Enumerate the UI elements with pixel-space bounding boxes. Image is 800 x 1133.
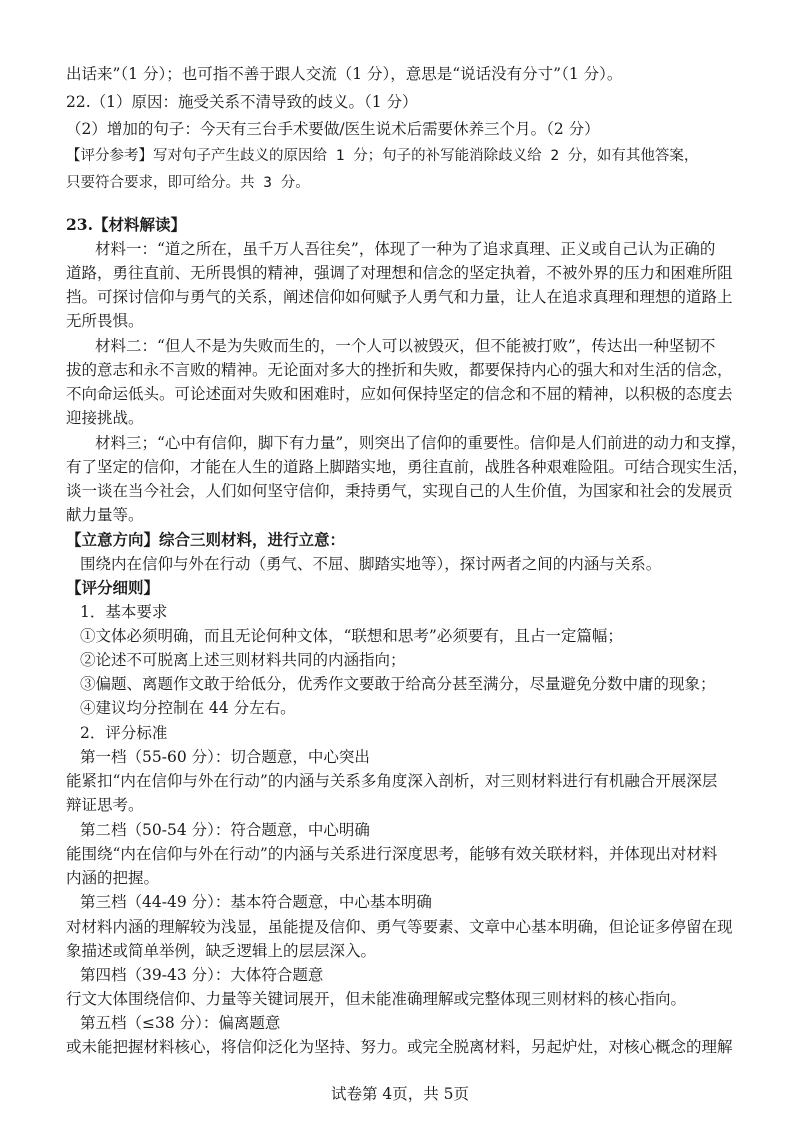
section-heading: 【立意方向】综合三则材料，进行立意：	[66, 530, 346, 549]
text-line: 象描述或简单举例，缺乏逻辑上的层层深入。	[66, 942, 377, 960]
text-line: 迎接挑战。	[66, 409, 144, 427]
text-line: 对材料内涵的理解较为浅显，虽能提及信仰、勇气等要素、文章中心基本明确，但论证多停留在现	[66, 918, 733, 936]
text-line: （2）增加的句子：今天有三台手术要做/医生说术后需要休养三个月。（2 分）	[66, 120, 600, 138]
grade-heading: 第三档（44-49 分）：基本符合题意，中心基本明确	[80, 893, 432, 911]
grade-heading: 第一档（55-60 分）：切合题意，中心突出	[80, 748, 370, 766]
text-line: 内涵的把握。	[66, 869, 160, 887]
text-line: 围绕内在信仰与外在行动（勇气、不屈、脚踏实地等），探讨两者之间的内涵与关系。	[80, 555, 662, 573]
text-line: 2．评分标准	[80, 724, 168, 742]
list-item: ②论述不可脱离上述三则材料共同的内涵指向；	[80, 651, 406, 669]
text-line: 拔的意志和永不言败的精神。无论面对多大的挫折和失败，都要保持内心的强大和对生活的信念，	[66, 361, 733, 379]
text-line: 能围绕“内在信仰与外在行动”的内涵与关系进行深度思考，能够有效关联材料，并体现出对材料	[66, 845, 718, 863]
text-line: 辩证思考。	[66, 796, 144, 814]
text-line: 22.（1）原因：施受关系不清导致的歧义。（1 分）	[66, 93, 418, 111]
section-heading: 【评分细则】	[66, 578, 160, 597]
grade-heading: 第二档（50-54 分）：符合题意，中心明确	[80, 821, 370, 839]
text-line: 材料二：“但人不是为失败而生的，一个人可以被毁灭，但不能被打败”，传达出一种坚韧不	[95, 337, 716, 355]
text-line: 出话来”（1 分）；也可指不善于跟人交流（1 分），意思是“说话没有分寸”（1 分）。	[66, 65, 623, 83]
text-line: 挡。可探讨信仰与勇气的关系，阐述信仰如何赋予人勇气和力量，让人在追求真理和理想的道路上	[66, 288, 733, 306]
grade-heading: 第五档（≤38 分）：偏离题意	[80, 1014, 281, 1032]
text-line: 材料一：“道之所在，虽千万人吾往矣”，体现了一种为了追求真理、正义或自己认为正确的	[95, 240, 716, 258]
text-line: 献力量等。	[66, 506, 144, 524]
text-line: 能紧扣“内在信仰与外在行动”的内涵与关系多角度深入剖析，对三则材料进行有机融合开展深层	[66, 772, 718, 790]
text-line: 道路，勇往直前、无所畏惧的精神，强调了对理想和信念的坚定执着，不被外界的压力和困难所阻	[66, 264, 733, 282]
text-line: 或未能把握材料核心，将信仰泛化为坚持、努力。或完全脱离材料，另起炉灶，对核心概念的理解	[66, 1038, 733, 1056]
list-item: ①文体必须明确，而且无论何种文体，“联想和思考”必须要有，且占一定篇幅；	[80, 627, 623, 645]
text-line: 无所畏惧。	[66, 312, 144, 330]
text-line: 行文大体围绕信仰、力量等关键词展开，但未能准确理解或完整体现三则材料的核心指向。	[66, 990, 687, 1008]
text-line: 有了坚定的信仰，才能在人生的道路上脚踏实地，勇往直前，战胜各种艰难险阻。可结合现实生活，	[66, 458, 749, 476]
list-item: ④建议均分控制在 44 分左右。	[80, 699, 296, 717]
text-line: 材料三；“心中有信仰，脚下有力量”，则突出了信仰的重要性。信仰是人们前进的动力和支撑，	[95, 434, 747, 452]
scoring-note: 【评分参考】写对句子产生歧义的原因给 1 分；句子的补写能消除歧义给 2 分，如有其他答案，	[66, 148, 699, 164]
text-line: 1．基本要求	[80, 603, 168, 621]
scoring-note: 只要符合要求，即可给分。共 3 分。	[66, 175, 310, 191]
list-item: ③偏题、离题作文敢于给低分，优秀作文要敢于给高分甚至满分，尽量避免分数中庸的现象；	[80, 675, 716, 693]
text-line: 谈一谈在当今社会，人们如何坚守信仰，秉持勇气，实现自己的人生价值，为国家和社会的发展贡	[66, 482, 733, 500]
page-footer: 试卷第 4页，共 5页	[330, 1085, 470, 1103]
text-line: 不向命运低头。可论述面对失败和困难时，应如何保持坚定的信念和不屈的精神，以积极的态度去	[66, 385, 733, 403]
section-heading: 23.【材料解读】	[66, 215, 186, 234]
grade-heading: 第四档（39-43 分）：大体符合题意	[80, 966, 324, 984]
